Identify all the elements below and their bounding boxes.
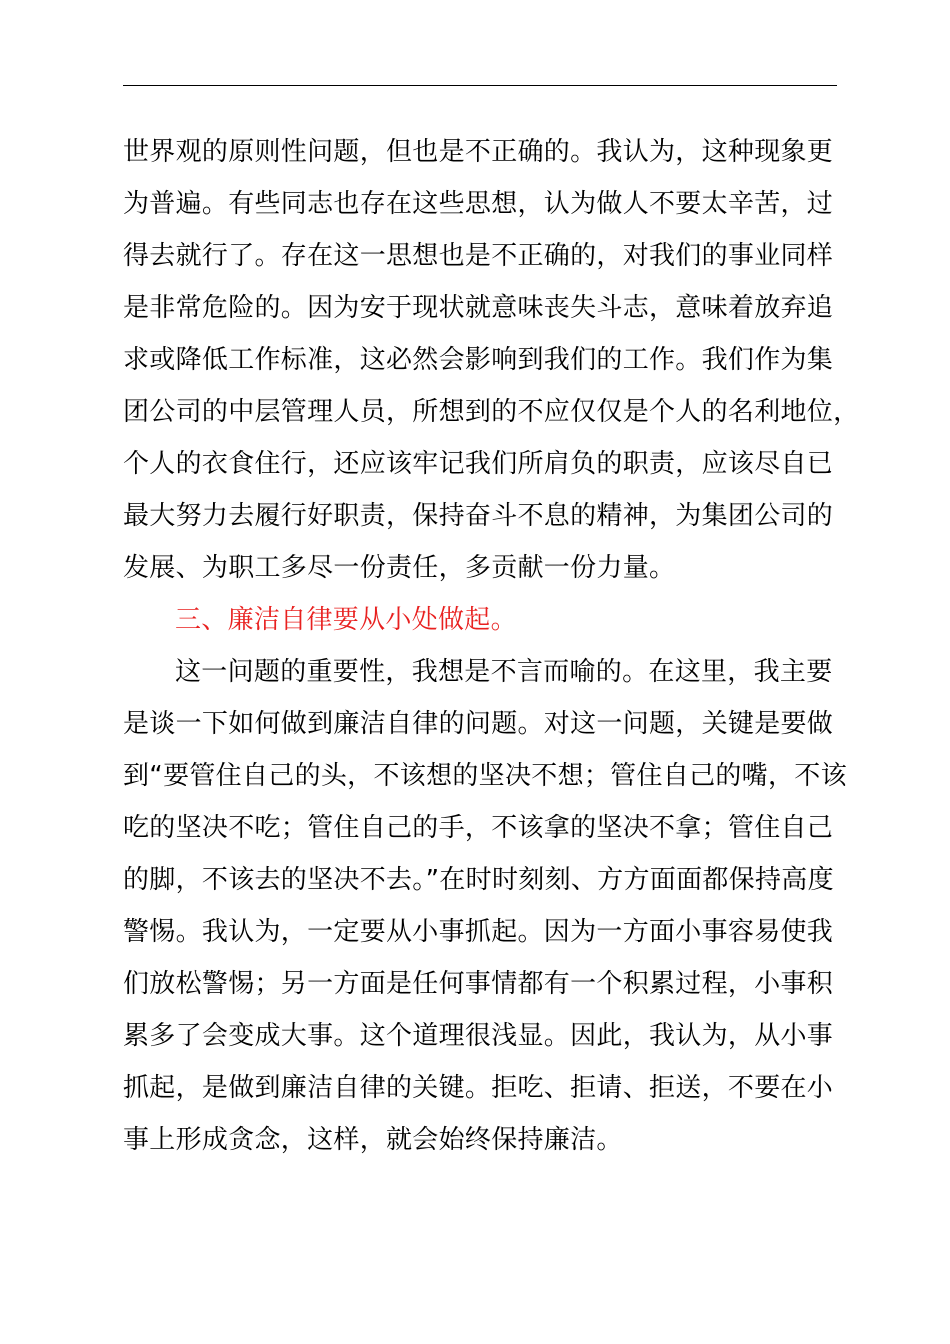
text-line: 团公司的中层管理人员，所想到的不应仅仅是个人的名利地位， bbox=[123, 397, 860, 427]
text-line: 警惕。我认为，一定要从小事抓起。因为一方面小事容易使我 bbox=[123, 917, 834, 947]
text-line: 世界观的原则性问题，但也是不正确的。我认为，这种现象更 bbox=[123, 137, 834, 167]
text-line: 累多了会变成大事。这个道理很浅显。因此，我认为，从小事 bbox=[123, 1021, 834, 1051]
section-heading: 三、廉洁自律要从小处做起。 bbox=[175, 605, 517, 635]
text-line: 为普遍。有些同志也存在这些思想，认为做人不要太辛苦，过 bbox=[123, 189, 834, 219]
text-line: 得去就行了。存在这一思想也是不正确的，对我们的事业同样 bbox=[123, 241, 834, 271]
text-line: 是非常危险的。因为安于现状就意味丧失斗志，意味着放弃追 bbox=[123, 293, 834, 323]
text-line: 发展、为职工多尽一份责任，多贡献一份力量。 bbox=[123, 553, 676, 583]
header-rule bbox=[123, 85, 837, 86]
text-line: 求或降低工作标准，这必然会影响到我们的工作。我们作为集 bbox=[123, 345, 834, 375]
text-line: 个人的衣食住行，还应该牢记我们所肩负的职责，应该尽自已 bbox=[123, 449, 834, 479]
text-line: 吃的坚决不吃；管住自己的手，不该拿的坚决不拿；管住自己 bbox=[123, 813, 834, 843]
text-line: 抓起，是做到廉洁自律的关键。拒吃、拒请、拒送，不要在小 bbox=[123, 1073, 834, 1103]
text-line: 这一问题的重要性，我想是不言而喻的。在这里，我主要 bbox=[175, 657, 833, 687]
text-line: 们放松警惕；另一方面是任何事情都有一个积累过程，小事积 bbox=[123, 969, 834, 999]
text-line: 是谈一下如何做到廉洁自律的问题。对这一问题，关键是要做 bbox=[123, 709, 834, 739]
text-line: 事上形成贪念，这样，就会始终保持廉洁。 bbox=[123, 1125, 623, 1155]
text-line: 到“要管住自己的头，不该想的坚决不想；管住自己的嘴，不该 bbox=[123, 761, 847, 791]
text-line: 最大努力去履行好职责，保持奋斗不息的精神，为集团公司的 bbox=[123, 501, 834, 531]
text-line: 的脚，不该去的坚决不去。”在时时刻刻、方方面面都保持高度 bbox=[123, 865, 834, 895]
